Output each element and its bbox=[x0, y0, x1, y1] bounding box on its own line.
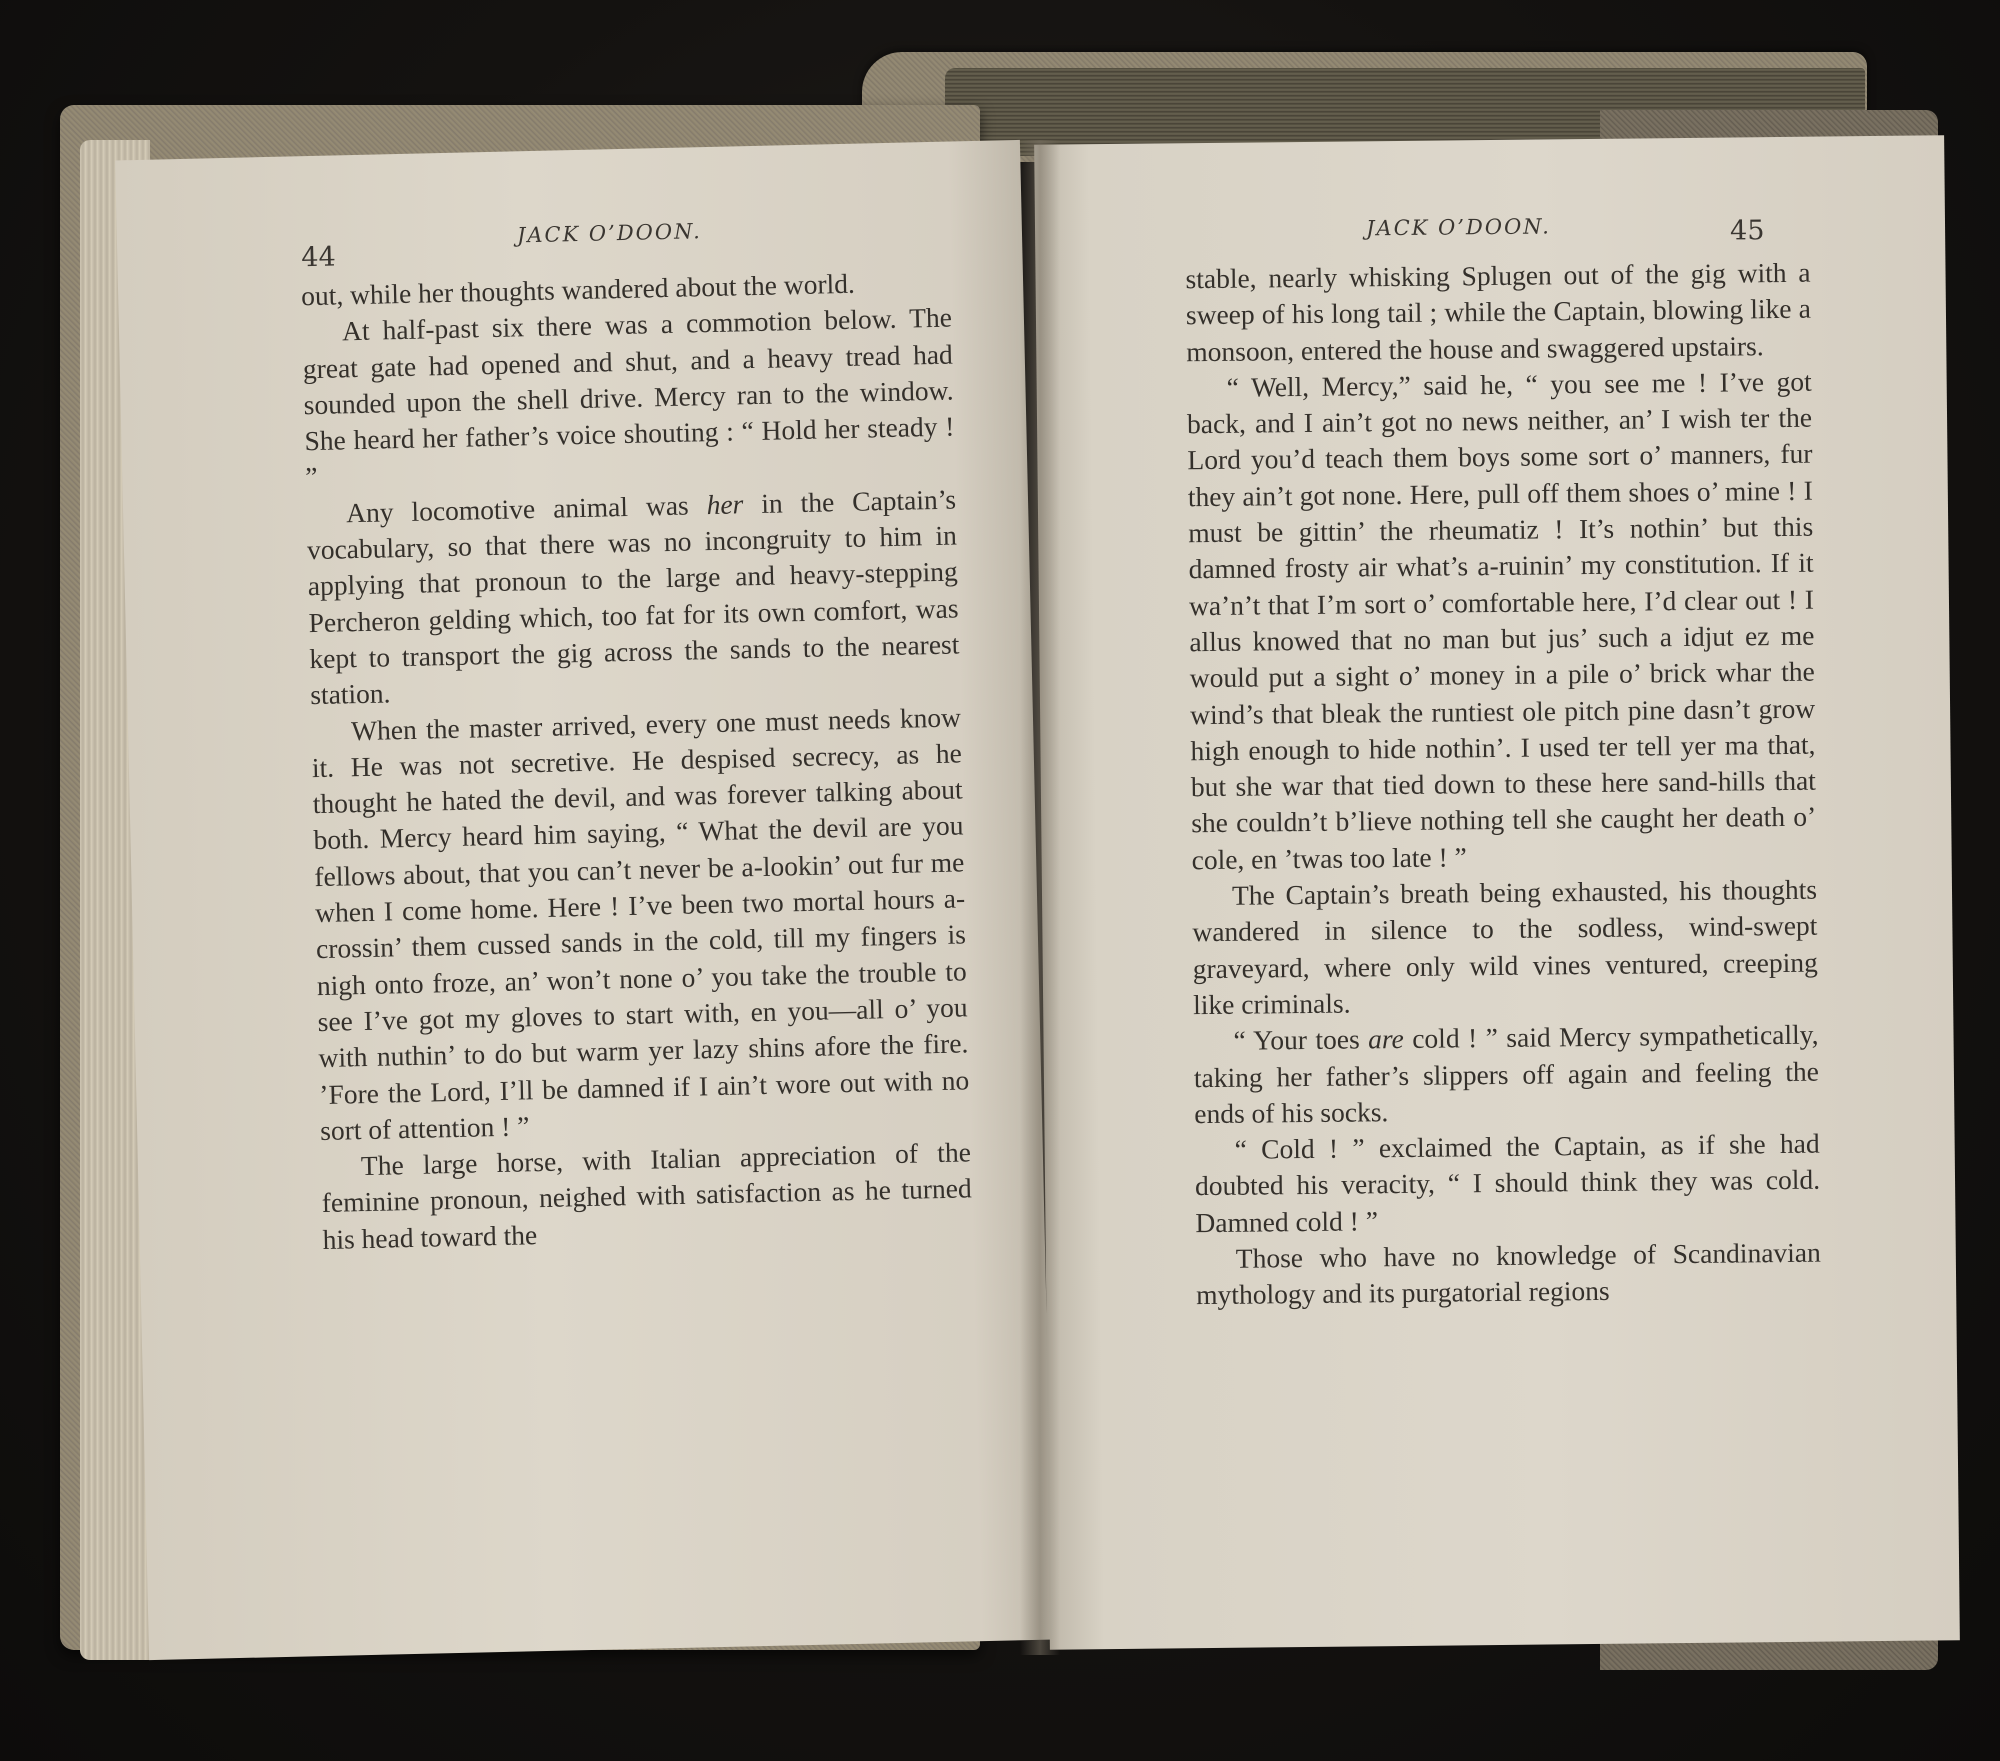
text-run: Those who have no knowledge of Scandinavian mythology and its purgatorial regions bbox=[1196, 1236, 1821, 1311]
paragraph bbox=[1194, 1126, 1820, 1241]
text-run: in the Captain’s vocabulary, so that there was no incongruity to him in applying that pronoun to the large and heavy-stepping Percheron gelding which, too fat for its own comfort, was kept to transport the gig across the sands to the nearest station. bbox=[306, 483, 960, 711]
paragraph bbox=[1196, 1235, 1822, 1314]
paragraph bbox=[302, 300, 956, 496]
running-head: JACK O’DOON. bbox=[516, 219, 703, 248]
text-run: The Captain’s breath being exhausted, his thoughts wandered in silence to the sodless, wind-swept graveyard, where only wild vines ventured, creeping like criminals. bbox=[1192, 873, 1818, 1021]
paragraph bbox=[1185, 255, 1811, 370]
paragraph bbox=[321, 1134, 973, 1258]
book-gutter bbox=[1020, 140, 1060, 1655]
page-number: 45 bbox=[1729, 215, 1765, 247]
italic-text: her bbox=[706, 488, 744, 520]
text-run: The large horse, with Italian appreciation of the feminine pronoun, neighed with satisfaction as he turned his head toward the bbox=[321, 1136, 972, 1255]
text-run: “ Cold ! ” exclaimed the Captain, as if she had doubted his veracity, “ I should think they was cold. Damned cold ! ” bbox=[1194, 1127, 1821, 1238]
text-run: Any locomotive animal was bbox=[345, 488, 707, 529]
text-run: “ Your toes bbox=[1233, 1023, 1369, 1057]
left-page-body bbox=[301, 264, 973, 1259]
text-run: out, while her thoughts wandered about the world. bbox=[300, 267, 856, 312]
paragraph bbox=[1187, 364, 1817, 879]
page-number: 44 bbox=[301, 241, 337, 274]
text-run: cold ! ” said Mercy sympathetically, taking her father’s slippers off again and feeling the ends of his socks. bbox=[1193, 1018, 1820, 1130]
paragraph bbox=[1192, 872, 1818, 1024]
text-run: stable, nearly whisking Splugen out of the gig with a sweep of his long tail ; while the Captain, blowing like a monsoon, entered the house and swaggered upstairs. bbox=[1185, 256, 1812, 367]
italic-text: are bbox=[1367, 1023, 1404, 1055]
text-run: At half-past six there was a commotion below. The great gate had opened and shut, and a heavy tread had sounded upon the shell drive. Mercy ran to the window. She heard her father’s voice shouting : “ Hold her steady ! ” bbox=[302, 301, 955, 493]
right-page bbox=[1034, 135, 1960, 1649]
text-run: “ Well, Mercy,” said he, “ you see me ! I’ve got back, and I ain’t got no news neither, an’ I wish ter the Lord you’d teach them boys some sort o’ manners, fur they ain’t got none. Here, pull off them shoes o’ mine ! I must be gittin’ the rheumatiz ! It’s nothin’ but this damned frosty air what’s a-ruinin’ my constitution. If it wa’n’t that I’m sort o’ comfortable here, I’d clear out ! I allus knowed that no man but jus’ such a idjut ez me would put a sight o’ money in a pile o’ brick whar the wind’s that bleak the runtiest ole pitch pine dasn’t grow high enough to hide nothin’. I used ter tell yer ma that, but she war that tied down to these here sand-hills that she couldn’t b’lieve nothing tell she caught her death o’ cole, en ’twas too late ! ” bbox=[1186, 365, 1817, 875]
text-run: When the master arrived, every one must needs know it. He was not secretive. He despised secrecy, as he thought he hated the devil, and was forever talking about both. Mercy heard him saying, “ What the devil are you fellows about, that you can’t never be a-lookin’ out fur me when I come home. Here ! I’ve been two mortal hours a-crossin’ them cussed sands in the cold, till my fingers is nigh onto froze, an’ won’t none o’ you take the trouble to see I’ve got my gloves to start with, en you—all o’ you with nuthin’ to do but warm yer lazy shins afore the fire. ’Fore the Lord, I’ll be damned if I ain’t wore out with no sort of attention ! ” bbox=[311, 700, 970, 1146]
right-page-body bbox=[1185, 255, 1821, 1314]
left-page bbox=[115, 140, 1054, 1660]
paragraph bbox=[1193, 1017, 1819, 1132]
paragraph bbox=[306, 481, 961, 713]
running-head: JACK O’DOON. bbox=[1365, 214, 1552, 241]
paragraph bbox=[311, 699, 971, 1149]
